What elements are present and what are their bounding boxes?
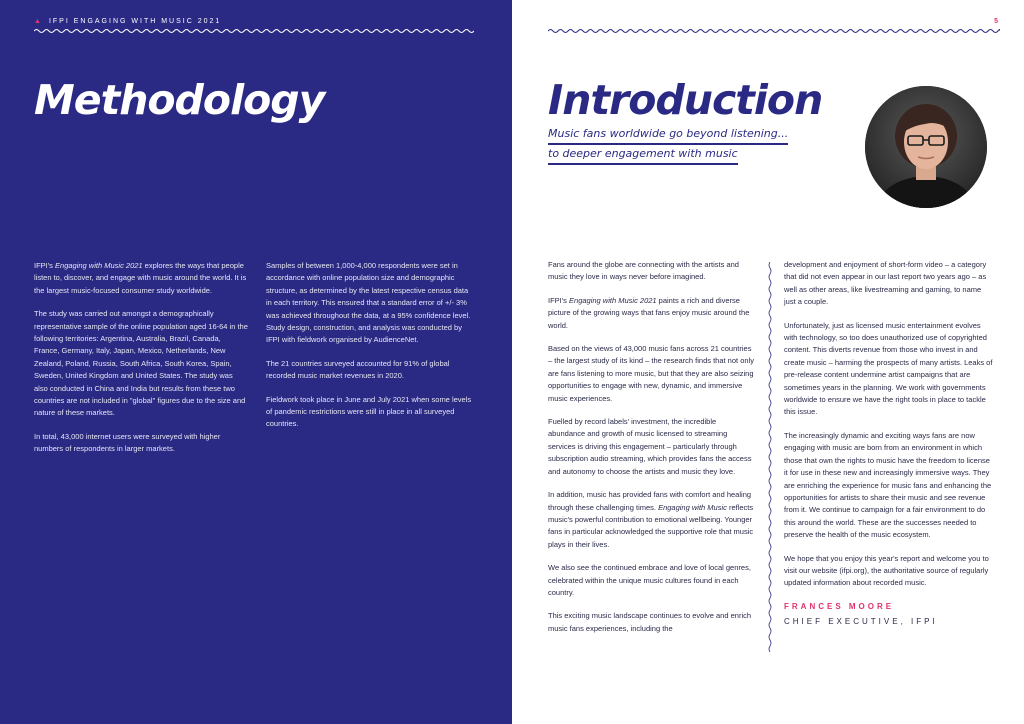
paragraph: Samples of between 1,000-4,000 respondents were set in accordance with online population size and demographic structure, as determined by the latest respective census data in each territory. This ensured that a standard error of +/- 3% was achieved throughout the data, at a 95% confidence level. Study design, construction, and analysis was conducted by IFPI with fieldwork organised by AudienceNet. (266, 261, 471, 345)
signature-name: FRANCES MOORE (784, 601, 895, 611)
running-head-text: IFPI ENGAGING WITH MUSIC 2021 (48, 18, 222, 25)
subtitle-line-2: to deeper engagement with music (548, 146, 738, 165)
introduction-column-1 (548, 259, 754, 646)
wave-divider-icon (34, 28, 474, 34)
paragraph: Based on the views of 43,000 music fans across 21 countries – the largest study of its kind – the research finds that not only are fans listening to more music, but that they are also seizing opportunities to engage with new, dynamic, and immersive music experiences. (548, 344, 754, 403)
paragraph: Fieldwork took place in June and July 2021 when some levels of pandemic restrictions were still in place in all surveyed countries. (266, 394, 472, 429)
introduction-title: Introduction (548, 76, 823, 124)
paragraph: We hope that you enjoy this year's report and welcome you to visit our website (ifpi.org), the authoritative source of regularly updated information about recorded music. (784, 553, 989, 588)
paragraph: IFPI's Engaging with Music 2021 explores the ways that people listen to, discover, and engage with music around the world. It is the largest music-focused consumer study worldwide. (34, 261, 247, 295)
paragraph: We also see the continued embrace and love of local genres, celebrated within the unique music cultures found in each country. (548, 563, 751, 597)
paragraph: In addition, music has provided fans with comfort and healing through these challenging times. Engaging with Music reflects music's powerful contribution to emotional wellbeing. Younger fans in particular acknowledged the supportive role that music plays in their lives. (548, 490, 754, 549)
methodology-column-1 (34, 260, 248, 467)
signature-title: CHIEF EXECUTIVE, IFPI (784, 617, 938, 627)
running-head (34, 18, 221, 25)
subtitle-line-1: Music fans worldwide go beyond listening... (548, 126, 788, 145)
paragraph: The 21 countries surveyed accounted for 91% of global recorded music market revenues in 2020. (266, 358, 450, 381)
wave-divider-icon (548, 28, 1000, 34)
paragraph: Fans around the globe are connecting with the artists and music they love in ways never before imagined. (548, 260, 739, 282)
introduction-column-2-body (784, 259, 994, 590)
paragraph: IFPI's Engaging with Music 2021 paints a rich and diverse picture of the growing ways that fans enjoy music around the world. (548, 295, 750, 330)
page-number: 5 (994, 18, 998, 25)
bullet-mark-icon: ▲ (34, 18, 43, 25)
paragraph: The study was carried out amongst a demographically representative sample of the online population aged 16-64 in the following territories: Argentina, Australia, Brazil, Canada, France, Germany, Italy, Japan, Mexico, Netherlands, New Zealand, Poland, Russia, South Africa, South Korea, Spain, Sweden, United Kingdom and United States. The study was also conducted in China and India but results from these two countries are not included in "global" figures due to the size and nature of these markets. (34, 309, 248, 418)
paragraph: This exciting music landscape continues to evolve and enrich music fans experiences, including the (548, 611, 752, 633)
paragraph: development and enjoyment of short-form video – a category that did not even appear in our last report two years ago – as well as other areas, like livestreaming and gaming, to name just a couple. (784, 260, 987, 307)
methodology-column-2 (266, 260, 476, 442)
paragraph: The increasingly dynamic and exciting ways fans are now engaging with music are born from an environment in which those that own the rights to music have the freedom to license it for use in these new and increasingly immersive ways. They are enriching the experience for music fans and enhancing the opportunities for artists to share their music and see revenue from it. We continue to campaign for a fair environment to do this around the world. These are the successes needed to preserve the health of the music ecosystem. (784, 430, 992, 540)
paragraph: In total, 43,000 internet users were surveyed with higher numbers of respondents in larger markets. (34, 431, 221, 454)
portrait-photo-icon (865, 86, 987, 208)
paragraph: Fuelled by record labels' investment, the incredible abundance and growth of music licensed to streaming services is driving this engagement – particularly through subscription audio streaming, which provides fans the access and autonomy to choose the artists and music they love. (548, 417, 752, 476)
portrait-illustration (865, 86, 987, 208)
methodology-title: Methodology (34, 76, 325, 124)
introduction-page (512, 0, 1024, 724)
column-divider-icon (768, 262, 772, 652)
paragraph: Unfortunately, just as licensed music entertainment evolves with technology, so too does unauthorized use of copyrighted content. This diverts revenue from those who invest in and create music – harming the prospects of many artists. Leaks of pre-release content undermine artist campaigns that are sometimes years in the planning. We work with governments worldwide to ensure we have the right tools in place to tackle this issue. (784, 320, 993, 417)
introduction-column-2 (784, 259, 994, 629)
